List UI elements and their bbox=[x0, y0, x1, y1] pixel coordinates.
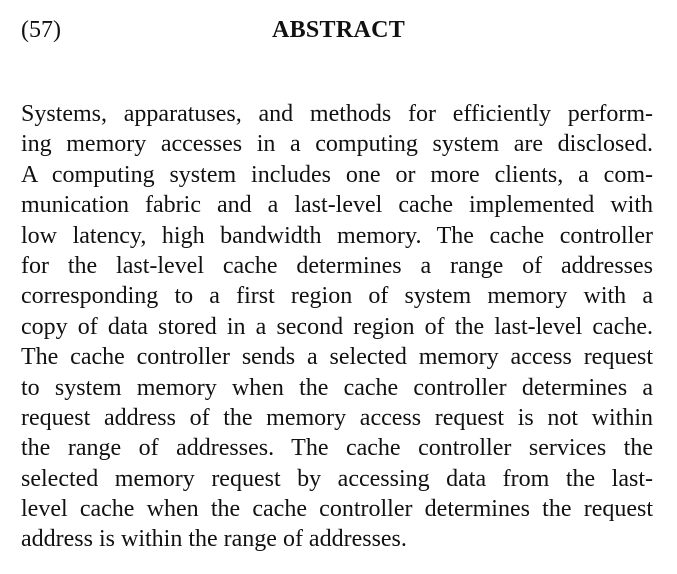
abstract-line: request address of the memory access request is not within bbox=[21, 404, 653, 431]
abstract-body bbox=[21, 99, 653, 555]
abstract-line: the range of addresses. The cache controller services the bbox=[21, 435, 653, 462]
abstract-line: level cache when the cache controller determines the request bbox=[21, 496, 653, 523]
section-code: (57) bbox=[21, 17, 61, 43]
abstract-line: selected memory request by accessing data from the last- bbox=[21, 465, 653, 492]
abstract-line: Systems, apparatuses, and methods for efficiently perform- bbox=[21, 101, 653, 127]
abstract-header bbox=[0, 14, 677, 46]
abstract-line: low latency, high bandwidth memory. The cache controller bbox=[21, 222, 653, 249]
section-title: ABSTRACT bbox=[271, 17, 406, 43]
abstract-line: corresponding to a first region of system memory with a bbox=[21, 283, 653, 310]
abstract-line: to system memory when the cache controller determines a bbox=[21, 374, 653, 401]
abstract-line: munication fabric and a last-level cache implemented with bbox=[21, 192, 653, 219]
abstract-line: copy of data stored in a second region of the last-level cache. bbox=[21, 313, 653, 340]
abstract-line: A computing system includes one or more clients, a com- bbox=[21, 161, 653, 188]
abstract-line: for the last-level cache determines a range of addresses bbox=[21, 252, 653, 279]
abstract-line: ing memory accesses in a computing system are disclosed. bbox=[21, 131, 653, 158]
abstract-line: The cache controller sends a selected memory access request bbox=[21, 344, 653, 371]
abstract-line-last: address is within the range of addresses. bbox=[21, 526, 407, 553]
